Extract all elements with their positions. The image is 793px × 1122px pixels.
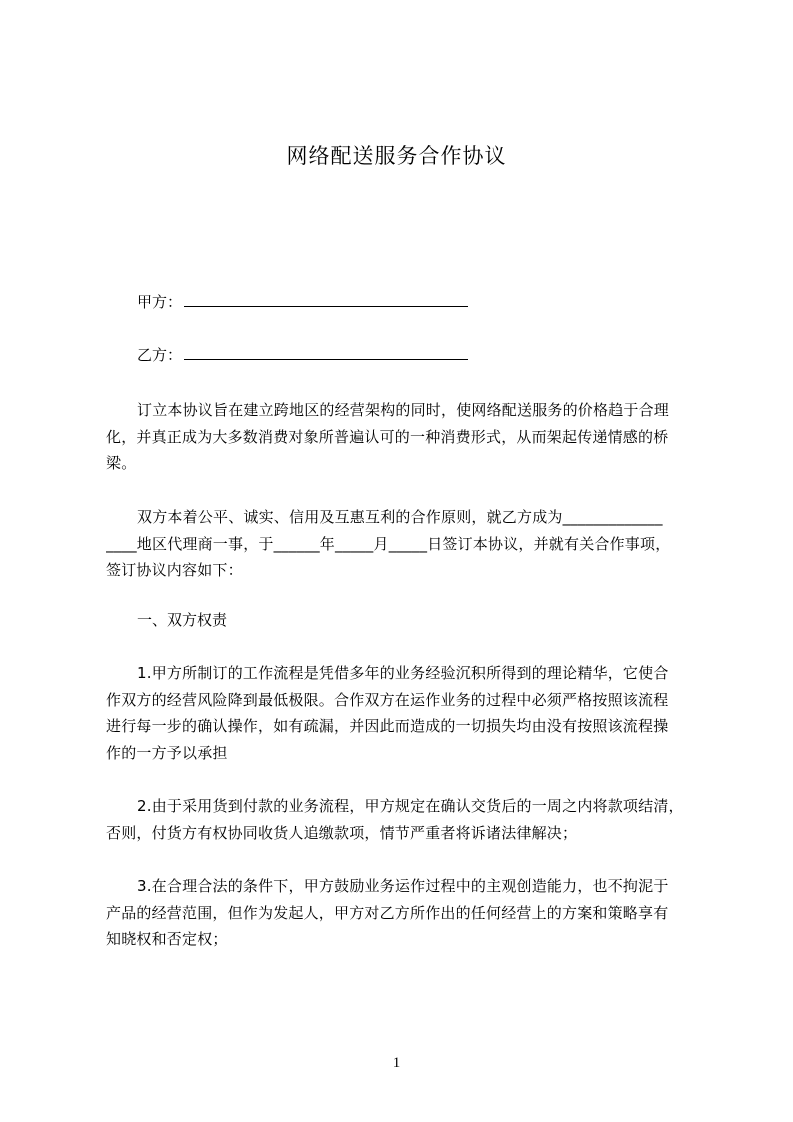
- intro-paragraph: [106, 397, 698, 477]
- page-number: 1: [392, 1055, 401, 1071]
- clause-line: 否则，付货方有权协同收货人追缴款项，情节严重者将诉诸法律解决；: [106, 823, 578, 842]
- party-a-blank: [184, 292, 468, 307]
- party-a-label: 甲方：: [137, 293, 183, 311]
- intro-line: 化，并真正成为大多数消费对象所普遍认可的一种消费形式，从而架起传递情感的桥: [106, 427, 669, 446]
- principle-paragraph: [106, 504, 698, 584]
- section-heading: 一、双方权责: [137, 611, 228, 629]
- party-a-field: [137, 290, 468, 314]
- clause-line: 1.甲方所制订的工作流程是凭借多年的业务经验沉积所得到的理论精华，它使合: [137, 664, 669, 682]
- clause-line: 作双方的经营风险降到最低极限。合作双方在运作业务的过程中必须严格按照该流程: [106, 690, 669, 709]
- principle-line: 双方本着公平、诚实、信用及互惠互利的合作原则，就乙方成为_____________: [137, 508, 663, 526]
- clause-line: 进行每一步的确认操作，如有疏漏，并因此而造成的一切损失均由没有按照该流程操: [106, 717, 669, 735]
- clause-line: 2.由于采用货到付款的业务流程，甲方规定在确认交货后的一周之内将款项结清，: [137, 797, 684, 815]
- intro-line: 订立本协议旨在建立跨地区的经营架构的同时，使网络配送服务的价格趋于合理: [137, 401, 670, 419]
- clause-line: 产品的经营范围，但作为发起人，甲方对乙方所作出的任何经营上的方案和策略享有: [106, 903, 669, 922]
- clause-line: 知晓权和否定权；: [106, 930, 228, 948]
- clause-line: 作的一方予以承担: [106, 743, 228, 762]
- principle-line: ____地区代理商一事，于______年_____月_____日签订本协议，并就有关合作事项，: [106, 534, 671, 553]
- party-b-blank: [184, 345, 468, 360]
- intro-line: 梁。: [106, 454, 137, 472]
- clause-1: [106, 660, 698, 766]
- party-b-field: [137, 343, 468, 367]
- clause-line: 3.在合理合法的条件下，甲方鼓励业务运作过程中的主观创造能力，也不拘泥于: [137, 877, 669, 895]
- principle-line: 签订协议内容如下：: [106, 561, 243, 579]
- clause-2: [106, 793, 698, 846]
- party-b-label: 乙方：: [137, 346, 183, 364]
- clause-3: [106, 873, 698, 953]
- document-title: 网络配送服务合作协议: [286, 144, 507, 168]
